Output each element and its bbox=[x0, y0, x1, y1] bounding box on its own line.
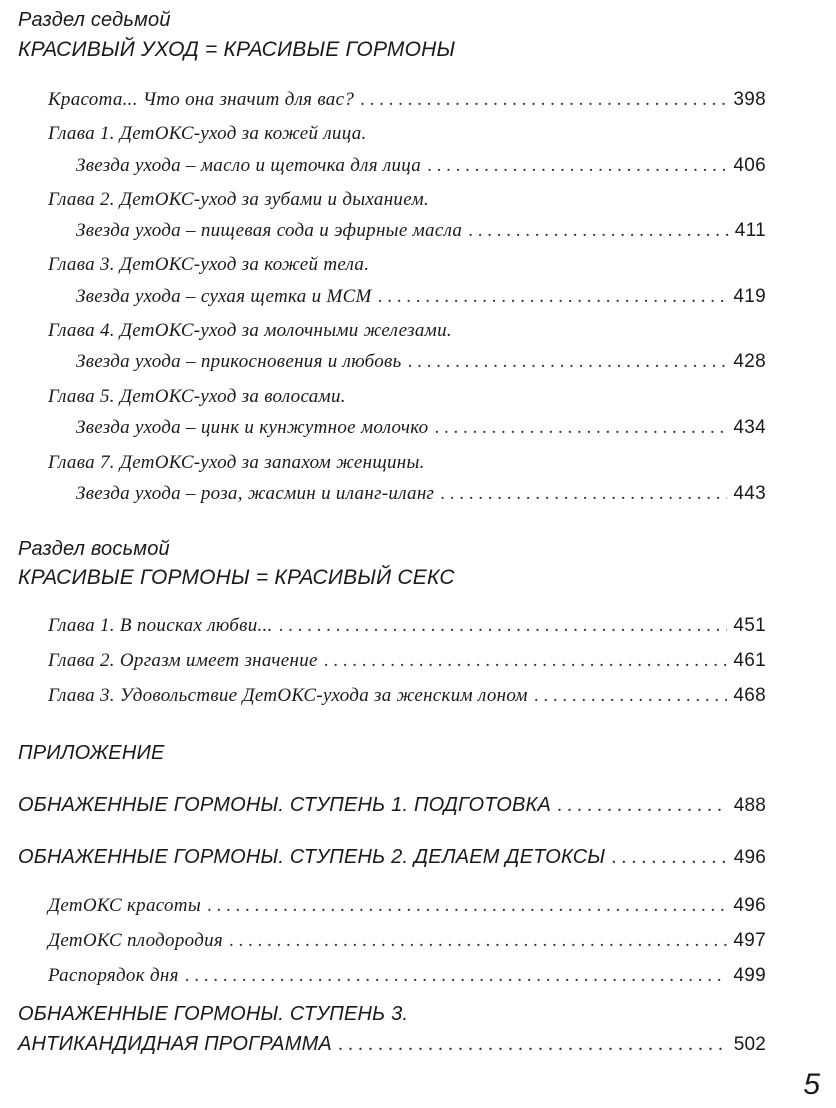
page-number: 499 bbox=[733, 965, 766, 986]
page-number: 443 bbox=[733, 483, 766, 504]
toc-entry[interactable] bbox=[76, 154, 766, 178]
leader-dots bbox=[440, 482, 727, 506]
page-number: 434 bbox=[733, 417, 766, 438]
entry-title: АНТИКАНДИДНАЯ ПРОГРАММА bbox=[18, 1033, 332, 1055]
entry-title: ОБНАЖЕННЫЕ ГОРМОНЫ. СТУПЕНЬ 2. ДЕЛАЕМ ДЕТОКСЫ bbox=[18, 846, 606, 868]
leader-dots bbox=[324, 649, 728, 673]
section-title: КРАСИВЫЙ УХОД = КРАСИВЫЕ ГОРМОНЫ bbox=[18, 38, 456, 61]
page-number: 419 bbox=[733, 286, 766, 307]
toc-entry[interactable] bbox=[48, 894, 766, 918]
toc-entry[interactable] bbox=[48, 649, 766, 673]
leader-dots bbox=[279, 614, 728, 638]
leader-dots bbox=[557, 793, 728, 817]
page-number: 461 bbox=[733, 650, 766, 671]
toc-entry[interactable] bbox=[18, 1032, 766, 1057]
section-title: КРАСИВЫЕ ГОРМОНЫ = КРАСИВЫЙ СЕКС bbox=[18, 566, 455, 589]
chapter-title: Глава 3. ДетОКС-уход за кожей тела. bbox=[48, 254, 370, 275]
toc-entry[interactable] bbox=[76, 482, 766, 506]
page-number: 406 bbox=[733, 155, 766, 176]
chapter-title: Глава 5. ДетОКС-уход за волосами. bbox=[48, 386, 346, 407]
page-number: 398 bbox=[733, 89, 766, 110]
entry-title: Красота... Что она значит для вас? bbox=[48, 89, 355, 110]
entry-title: Глава 1. В поисках любви... bbox=[48, 615, 273, 636]
leader-dots bbox=[378, 285, 728, 309]
leader-dots bbox=[207, 894, 727, 918]
entry-title: ДетОКС плодородия bbox=[48, 930, 224, 951]
toc-entry[interactable] bbox=[18, 845, 766, 870]
entry-title: Звезда ухода – сухая щетка и МСМ bbox=[76, 286, 372, 307]
page-number: 451 bbox=[733, 615, 766, 636]
folio-page-number: 5 bbox=[803, 1068, 820, 1101]
page-number: 497 bbox=[733, 930, 766, 951]
page-number: 488 bbox=[733, 795, 766, 816]
leader-dots bbox=[185, 964, 728, 988]
entry-title: Звезда ухода – пищевая сода и эфирные масла bbox=[76, 220, 463, 241]
toc-entry[interactable] bbox=[18, 793, 766, 818]
leader-dots bbox=[534, 684, 728, 708]
leader-dots bbox=[229, 929, 727, 953]
chapter-title: Глава 2. ДетОКС-уход за зубами и дыханием. bbox=[48, 189, 429, 210]
entry-title: Глава 3. Удовольствие ДетОКС-ухода за женским лоном bbox=[48, 685, 528, 706]
entry-title: Звезда ухода – цинк и кунжутное молочко bbox=[76, 417, 429, 438]
entry-title: Звезда ухода – масло и щеточка для лица bbox=[76, 155, 422, 176]
page-number: 496 bbox=[733, 847, 766, 868]
toc-entry[interactable] bbox=[76, 285, 766, 309]
toc-entry[interactable] bbox=[76, 416, 766, 440]
toc-entry[interactable] bbox=[76, 350, 766, 374]
entry-title: ОБНАЖЕННЫЕ ГОРМОНЫ. СТУПЕНЬ 1. ПОДГОТОВКА bbox=[18, 794, 552, 816]
toc-entry[interactable] bbox=[48, 614, 766, 638]
appendix-title: ПРИЛОЖЕНИЕ bbox=[18, 742, 165, 764]
leader-dots bbox=[338, 1032, 728, 1056]
chapter-title: Глава 4. ДетОКС-уход за молочными железами. bbox=[48, 320, 452, 341]
toc-entry[interactable] bbox=[76, 219, 766, 243]
toc-entry[interactable] bbox=[48, 684, 766, 708]
page-number: 411 bbox=[734, 220, 766, 241]
chapter-title: Глава 1. ДетОКС-уход за кожей лица. bbox=[48, 123, 367, 144]
entry-title: Звезда ухода – прикосновения и любовь bbox=[76, 351, 402, 372]
toc-entry[interactable] bbox=[48, 964, 766, 988]
page-number: 496 bbox=[733, 895, 766, 916]
chapter-title: Глава 7. ДетОКС-уход за запахом женщины. bbox=[48, 452, 425, 473]
page-number: 502 bbox=[733, 1034, 766, 1055]
leader-dots bbox=[427, 154, 727, 178]
entry-title: Звезда ухода – роза, жасмин и иланг-иланг bbox=[76, 483, 435, 504]
leader-dots bbox=[360, 88, 727, 112]
toc-entry[interactable] bbox=[48, 88, 766, 112]
entry-title: Распорядок дня bbox=[48, 965, 179, 986]
section-label: Раздел седьмой bbox=[18, 9, 171, 31]
leader-dots bbox=[468, 219, 729, 243]
entry-title: ДетОКС красоты bbox=[48, 895, 201, 916]
toc-entry[interactable] bbox=[48, 929, 766, 953]
leader-dots bbox=[434, 416, 727, 440]
page-number: 468 bbox=[733, 685, 766, 706]
section-label: Раздел восьмой bbox=[18, 538, 170, 560]
page-number: 428 bbox=[733, 351, 766, 372]
leader-dots bbox=[611, 845, 727, 869]
appendix-step-title: ОБНАЖЕННЫЕ ГОРМОНЫ. СТУПЕНЬ 3. bbox=[18, 1003, 409, 1025]
leader-dots bbox=[408, 350, 728, 374]
entry-title: Глава 2. Оргазм имеет значение bbox=[48, 650, 318, 671]
